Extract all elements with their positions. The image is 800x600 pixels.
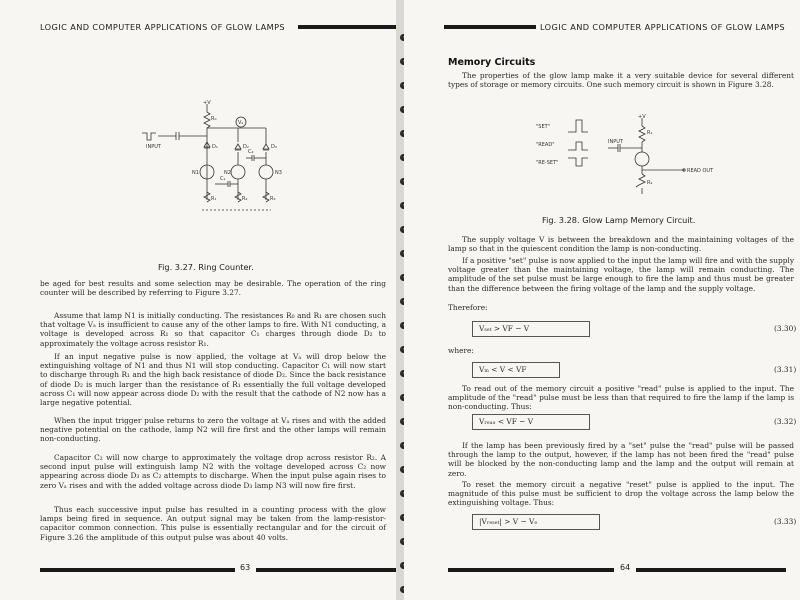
left-paragraph-2: Assume that lamp N1 is initially conducting. The resistances R₀ and R₁ are chosen such that voltage Vₐ is insufficient to cause any of the other lamps to fire. With N1 conducting, a voltage is developed across R₁ so that capacitor C₁ charges through diode D₂ to approximately the voltage across resistor R₁. bbox=[40, 311, 386, 348]
memory-circuit-figure bbox=[534, 112, 714, 196]
memory-label-v: +V bbox=[638, 114, 646, 120]
equation-3-31: Vₘ < V < VF bbox=[472, 362, 560, 378]
therefore-label: Therefore: bbox=[448, 303, 488, 312]
right-footer-rule bbox=[448, 568, 614, 572]
left-header-rule bbox=[298, 25, 396, 29]
previous-fire-paragraph: If the lamp has been previously fired by a "set" pulse the "read" pulse will be passed through the lamp to the output, however, if the lamp has not been fired the "read" pulse will be blocked by the non-conducting lamp and the lamp and the output will remain at zero. bbox=[448, 441, 794, 478]
equation-3-30: Vₛₑₜ > VF − V bbox=[472, 321, 590, 337]
section-title: Memory Circuits bbox=[448, 57, 536, 68]
figure-caption-3-28: Fig. 3.28. Glow Lamp Memory Circuit. bbox=[542, 215, 696, 225]
right-page-number: 64 bbox=[620, 563, 631, 572]
ring-label-v: +V bbox=[203, 100, 211, 106]
ring-label-input: INPUT bbox=[146, 144, 161, 150]
ring-label-r2: R₂ bbox=[242, 196, 248, 202]
right-running-header: LOGIC AND COMPUTER APPLICATIONS OF GLOW LAMPS bbox=[540, 22, 786, 32]
ring-counter-figure bbox=[140, 100, 310, 212]
equation-3-33-number: (3.33) bbox=[774, 517, 797, 526]
ring-label-c1: C₁ bbox=[220, 176, 226, 182]
right-page bbox=[404, 0, 800, 600]
read-paragraph: To read out of the memory circuit a positive "read" pulse is applied to the input. The amplitude of the "read" pulse must be less than that required to fire the lamp if the lamp is non-conducting. Thus: bbox=[448, 384, 794, 412]
memory-label-reset: "RE-SET" bbox=[536, 160, 559, 166]
left-running-header: LOGIC AND COMPUTER APPLICATIONS OF GLOW LAMPS bbox=[40, 22, 286, 32]
right-footer-rule-2 bbox=[636, 568, 786, 572]
ring-label-r1: R₁ bbox=[211, 196, 217, 202]
left-page bbox=[0, 0, 396, 600]
left-footer-rule-2 bbox=[256, 568, 396, 572]
ring-label-d2: D₂ bbox=[243, 144, 249, 150]
left-paragraph-3: If an input negative pulse is now applied, the voltage at Vₐ will drop below the extinguishing voltage of N1 and thus N1 will stop conducting. Capacitor C₁ will now start to discharge through R₁ and the high back resistance of diode D₂. Since the back resistance of diode D₂ is much larger than the resistance of R₁ essentially the full voltage developed across C₁ will now appear across diode D₂ with the result that the cathode of N2 now has a large negative potential. bbox=[40, 352, 386, 408]
ring-label-n3: N3 bbox=[275, 170, 282, 176]
right-header-rule bbox=[444, 25, 536, 29]
equation-3-33: |Vᵣₑₛₑₜ| > V − Vₑ bbox=[472, 514, 600, 530]
ring-label-va: Vₐ bbox=[238, 120, 244, 126]
memory-label-read: "READ" bbox=[536, 142, 555, 148]
ring-label-r3: R₃ bbox=[270, 196, 276, 202]
ring-label-n1: N1 bbox=[192, 170, 199, 176]
ring-label-n2: N2 bbox=[224, 170, 231, 176]
figure-caption-3-27: Fig. 3.27. Ring Counter. bbox=[158, 262, 254, 272]
ring-label-d1: D₁ bbox=[212, 144, 218, 150]
ring-label-r0: R₀ bbox=[211, 116, 217, 122]
memory-label-set: "SET" bbox=[536, 124, 550, 130]
left-paragraph-6: Thus each successive input pulse has resulted in a counting process with the glow lamps being fired in sequence. An output signal may be taken from the lamp-resistor-capacitor common connection. This pulse is essentially rectangular and for the circuit of Figure 3.26 the amplitude of this output pulse was about 40 volts. bbox=[40, 505, 386, 542]
left-page-number: 63 bbox=[240, 563, 251, 572]
memory-label-r1: R₁ bbox=[647, 130, 653, 136]
where-label: where: bbox=[448, 346, 474, 355]
reset-paragraph: To reset the memory circuit a negative "reset" pulse is applied to the input. The magnitude of this pulse must be sufficient to drop the voltage across the lamp below the extinguishing voltage. Thus: bbox=[448, 480, 794, 508]
left-paragraph-4: When the input trigger pulse returns to zero the voltage at Vₐ rises and with the added negative potential on the cathode, lamp N2 will fire first and the other lamps will remain non-conducting. bbox=[40, 416, 386, 444]
memory-label-readout: READ OUT bbox=[687, 168, 714, 174]
left-paragraph-5: Capacitor C₂ will now charge to approximately the voltage drop across resistor R₂. A second input pulse will extinguish lamp N2 with the voltage developed across C₂ now appearing across diode D₃ as C₂ attempts to discharge. When the input pulse again rises to zero Vₐ rises and with the added voltage across diode D₃ lamp N3 will now fire first. bbox=[40, 453, 386, 490]
set-paragraph: If a positive "set" pulse is now applied to the input the lamp will fire and with the supply voltage greater than the maintaining voltage, the lamp will remain conducting. The amplitude of the set pulse must be large enough to fire the lamp and thus must be greater than the difference between the firing voltage of the lamp and the supply voltage. bbox=[448, 256, 794, 293]
left-footer-rule bbox=[40, 568, 235, 572]
supply-paragraph: The supply voltage V is between the breakdown and the maintaining voltages of the lamp so that in the quiescent condition the lamp is non-conducting. bbox=[448, 235, 794, 254]
equation-3-32-number: (3.32) bbox=[774, 417, 797, 426]
equation-3-30-number: (3.30) bbox=[774, 324, 797, 333]
left-paragraph-1: be aged for best results and some selection may be desirable. The operation of the ring counter will be described by referring to Figure 3.27. bbox=[40, 279, 386, 298]
memory-label-r2: R₂ bbox=[647, 180, 653, 186]
equation-3-31-number: (3.31) bbox=[774, 365, 797, 374]
memory-label-input: INPUT bbox=[608, 139, 623, 145]
ring-label-c2: C₂ bbox=[248, 149, 254, 155]
equation-3-32: Vᵣₑₐₔ < VF − V bbox=[472, 414, 590, 430]
ring-label-d3: D₃ bbox=[271, 144, 277, 150]
intro-paragraph: The properties of the glow lamp make it a very suitable device for several different types of storage or memory circuits. One such memory circuit is shown in Figure 3.28. bbox=[448, 71, 794, 90]
